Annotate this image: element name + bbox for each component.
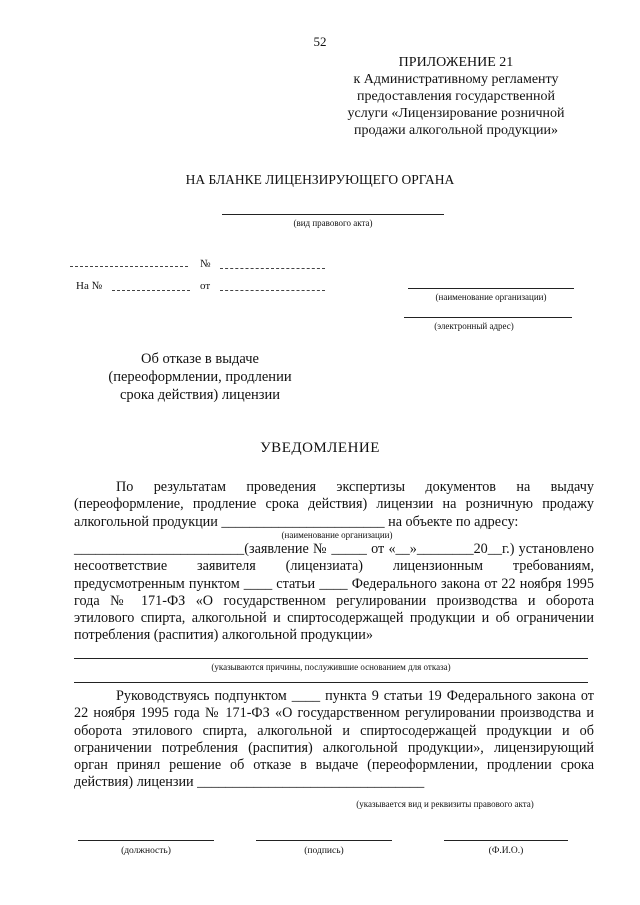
- paragraph-1-body: [74, 541, 594, 645]
- position-line: [78, 840, 214, 841]
- subject-line: срока действия) лицензии: [119, 387, 281, 403]
- act-details-caption: (указывается вид и реквизиты правового акта): [356, 799, 534, 809]
- paragraph-2-text: Руководствуясь подпунктом ____ пункта 9 статьи 19 Федерального закона от 22 ноября 1995 года № 171-ФЗ «О государственном регулировании производства и оборота этилового спирта, алкогольной и спиртосодержащей продукции и об ограничении потребления (распития) алкогольной продукции», лицензирующий орган принял решение об отказе в выдаче (переоформлении, продлении срока действия) лицензии ________________________________: [74, 688, 594, 791]
- appendix-title: ПРИЛОЖЕНИЕ 21: [398, 55, 514, 70]
- appendix-line: к Административному регламенту: [353, 72, 559, 87]
- from-date-line: [220, 290, 325, 291]
- number-line: [220, 268, 325, 269]
- paragraph-1-intro: [74, 479, 594, 531]
- appendix-line: продажи алкогольной продукции»: [353, 123, 559, 138]
- from-label: от: [200, 280, 211, 292]
- to-number-label: На №: [76, 280, 103, 292]
- paragraph-1-text: По результатам проведения экспертизы документов на выдачу (переоформление, продление срока действия) лицензии на розничную продажу алкогольной продукции _______________________ на объекте по адресу:: [74, 479, 594, 530]
- appendix-line: услуги «Лицензирование розничной: [347, 106, 565, 121]
- org-name-caption: (наименование организации): [435, 292, 547, 302]
- full-name-caption: (Ф.И.О.): [488, 846, 524, 856]
- date-line: [70, 266, 188, 267]
- email-caption: (электронный адрес): [434, 321, 514, 331]
- paragraph-2: [74, 688, 594, 792]
- blank-title: НА БЛАНКЕ ЛИЦЕНЗИРУЮЩЕГО ОРГАНА: [185, 172, 455, 187]
- page-number: 52: [313, 34, 327, 49]
- position-caption: (должность): [121, 846, 171, 856]
- notice-heading: УВЕДОМЛЕНИЕ: [260, 440, 380, 456]
- number-label: №: [200, 258, 211, 270]
- act-type-caption: (вид правового акта): [293, 218, 373, 228]
- reasons-caption: (указываются причины, послужившие основанием для отказа): [211, 662, 451, 672]
- appendix-line: предоставления государственной: [356, 89, 556, 104]
- org-name-inline-caption: (наименование организации): [281, 530, 393, 540]
- subject-line: (переоформлении, продлении: [108, 369, 292, 385]
- reasons-line-2: [74, 682, 588, 683]
- act-type-line: [222, 214, 444, 215]
- paragraph-1-body-text: ________________________(заявление № _____ от «__»________20__г.) установлено несоответствие заявителя (лицензиата) лицензионным требованиям, предусмотренным пунктом ____ статьи ____ Федерального закона от 22 ноября 1995 года № 171-ФЗ «О государственном регулировании производства и оборота этилового спирта, алкогольной и спиртосодержащей продукции и об ограничении потребления (распития) алкогольной продукции»: [74, 541, 594, 644]
- signature-caption: (подпись): [304, 846, 344, 856]
- org-name-line: [408, 288, 574, 289]
- appendix-block: [322, 54, 590, 139]
- reasons-line: [74, 658, 588, 659]
- signature-line: [256, 840, 392, 841]
- email-line: [404, 317, 572, 318]
- subject-line: Об отказе в выдаче: [141, 351, 259, 367]
- notice-subject: [100, 350, 300, 404]
- full-name-line: [444, 840, 568, 841]
- to-number-line: [112, 290, 190, 291]
